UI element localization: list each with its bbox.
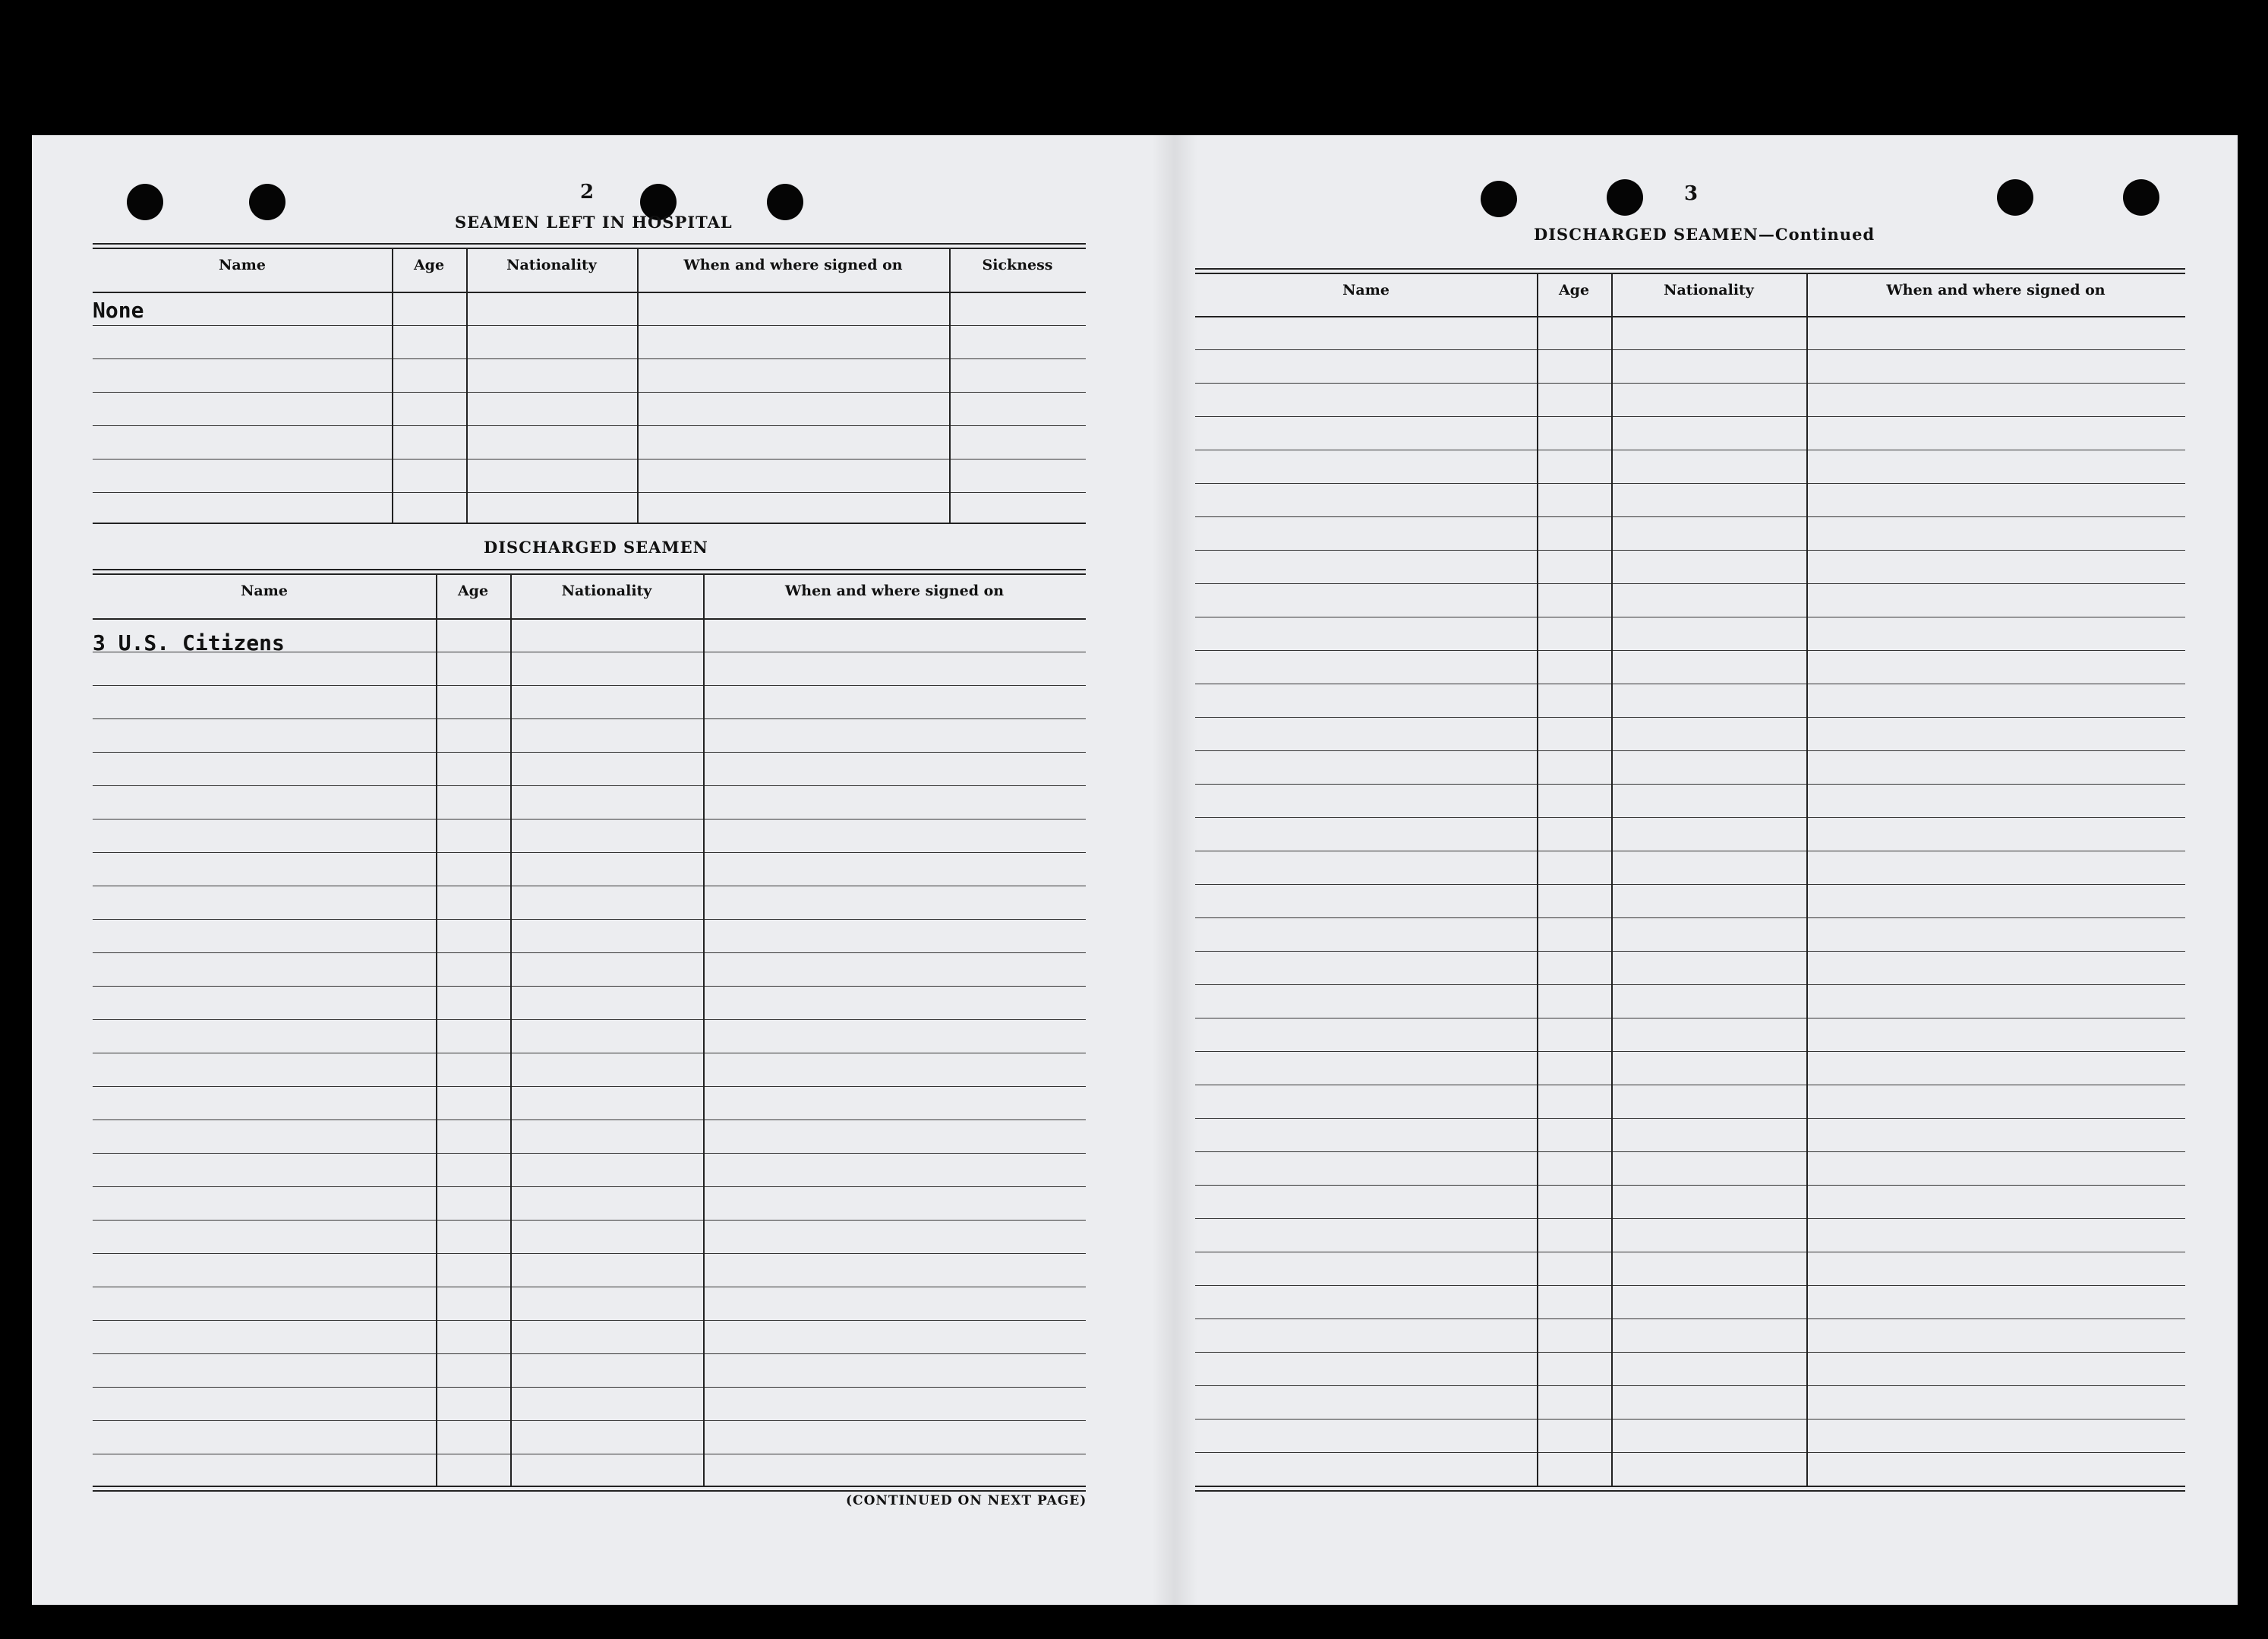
row-rule (1195, 984, 2185, 985)
punch-hole (1607, 179, 1643, 216)
row-rule (1195, 1419, 2185, 1420)
row-rule (93, 1353, 1086, 1354)
row-rule (93, 1253, 1086, 1254)
column-header: Name (241, 583, 288, 599)
row-rule (93, 325, 1086, 326)
row-rule (1195, 784, 2185, 785)
row-rule (93, 718, 1086, 719)
discharged-section-title: DISCHARGED SEAMEN (484, 538, 708, 557)
row-rule (93, 1019, 1086, 1020)
row-rule (1195, 1051, 2185, 1052)
typed-entry: 3 U.S. Citizens (93, 630, 285, 655)
table-bottom-rule (93, 523, 1086, 524)
column-header: Age (413, 257, 445, 273)
column-header: When and where signed on (784, 583, 1005, 599)
discharged-continued-title: DISCHARGED SEAMEN—Continued (1534, 225, 1875, 244)
column-rule (392, 248, 393, 523)
row-rule (1195, 583, 2185, 584)
column-header: Age (457, 583, 489, 599)
header-rule (93, 292, 1086, 293)
row-rule (93, 392, 1086, 393)
column-rule (637, 248, 639, 523)
row-rule (1195, 550, 2185, 551)
row-rule (1195, 1118, 2185, 1119)
row-rule (93, 1320, 1086, 1321)
row-rule (1195, 416, 2185, 417)
row-rule (1195, 383, 2185, 384)
row-rule (1195, 1151, 2185, 1152)
header-rule (93, 618, 1086, 620)
row-rule (93, 785, 1086, 786)
row-rule (1195, 917, 2185, 918)
punch-hole (1481, 181, 1517, 217)
page-fold (1152, 135, 1197, 1605)
row-rule (93, 492, 1086, 493)
column-rule (466, 248, 468, 523)
continued-footer: (CONTINUED ON NEXT PAGE) (846, 1493, 1087, 1508)
row-rule (93, 919, 1086, 920)
row-rule (1195, 817, 2185, 818)
column-rule (1537, 273, 1538, 1486)
column-rule (949, 248, 951, 523)
column-header: Name (1342, 282, 1390, 298)
row-rule (93, 852, 1086, 853)
row-rule (93, 425, 1086, 426)
column-header: Nationality (1664, 282, 1754, 298)
column-header: Age (1558, 282, 1590, 298)
row-rule (1195, 750, 2185, 751)
punch-hole (2123, 179, 2159, 216)
hospital-section-title: SEAMEN LEFT IN HOSPITAL (455, 213, 733, 232)
row-rule (1195, 483, 2185, 484)
column-rule (1611, 273, 1613, 1486)
table-top-rule (93, 248, 1086, 249)
row-rule (93, 1086, 1086, 1087)
row-rule (1195, 516, 2185, 517)
row-rule (93, 358, 1086, 359)
row-rule (1195, 1185, 2185, 1186)
column-header: Nationality (561, 583, 652, 599)
table-top-rule (93, 243, 1086, 245)
column-header: Nationality (506, 257, 597, 273)
table-bottom-rule (93, 1486, 1086, 1487)
row-rule (1195, 650, 2185, 651)
row-rule (1195, 1452, 2185, 1453)
punch-hole (767, 184, 803, 220)
row-rule (93, 1420, 1086, 1421)
row-rule (93, 1387, 1086, 1388)
typed-entry: None (93, 298, 144, 323)
row-rule (1195, 1318, 2185, 1319)
table-bottom-rule (1195, 1486, 2185, 1487)
row-rule (1195, 884, 2185, 885)
column-header: When and where signed on (1886, 282, 2106, 298)
column-rule (1806, 273, 1808, 1486)
column-rule (510, 573, 512, 1486)
row-rule (93, 685, 1086, 686)
table-bottom-rule (93, 1490, 1086, 1492)
table-top-rule (1195, 268, 2185, 270)
row-rule (1195, 1385, 2185, 1386)
row-rule (93, 1220, 1086, 1221)
column-header: Name (219, 257, 266, 273)
table-top-rule (93, 573, 1086, 575)
column-header: Sickness (982, 257, 1053, 273)
table-top-rule (1195, 273, 2185, 274)
row-rule (1195, 717, 2185, 718)
row-rule (1195, 1352, 2185, 1353)
column-header: When and where signed on (683, 257, 903, 273)
punch-hole (127, 184, 163, 220)
row-rule (1195, 951, 2185, 952)
page-number-right: 3 (1684, 182, 1699, 205)
punch-hole (249, 184, 285, 220)
header-rule (1195, 316, 2185, 317)
punch-hole (1997, 179, 2033, 216)
table-bottom-rule (1195, 1490, 2185, 1492)
row-rule (1195, 1218, 2185, 1219)
table-top-rule (93, 569, 1086, 570)
row-rule (93, 1153, 1086, 1154)
row-rule (93, 1186, 1086, 1187)
ledger-sheet (32, 135, 2238, 1605)
row-rule (93, 952, 1086, 953)
column-rule (703, 573, 705, 1486)
row-rule (93, 986, 1086, 987)
row-rule (1195, 349, 2185, 350)
row-rule (93, 819, 1086, 820)
page-number-left: 2 (580, 181, 595, 204)
row-rule (1195, 1285, 2185, 1286)
row-rule (93, 752, 1086, 753)
column-rule (436, 573, 437, 1486)
